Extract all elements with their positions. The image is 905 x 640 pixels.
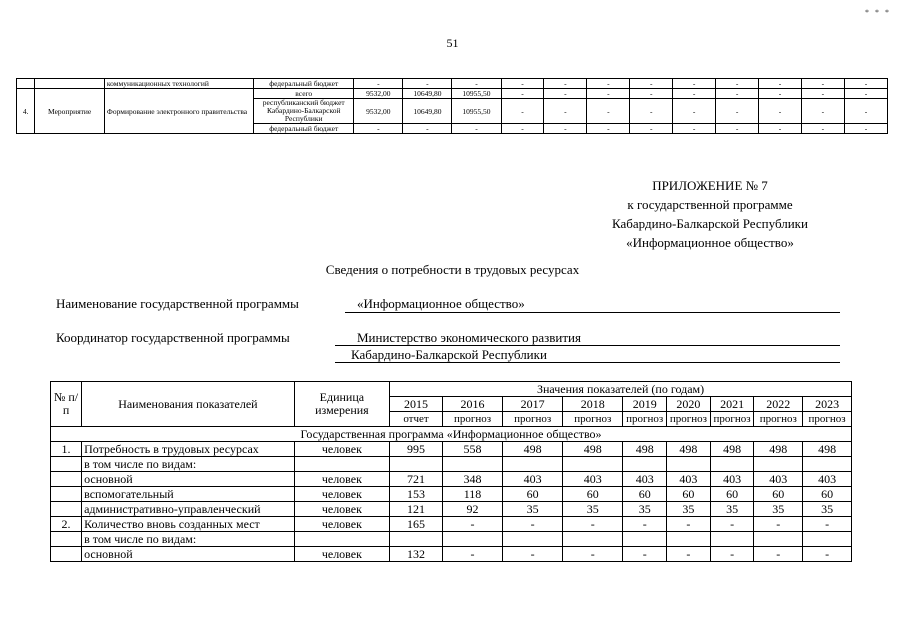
cell-title: коммуникационных технологий (104, 79, 253, 89)
row-unit: человек (294, 487, 389, 502)
row-value: - (503, 547, 563, 562)
cell-value: - (501, 124, 544, 134)
row-number (51, 487, 82, 502)
cell-value: - (501, 99, 544, 124)
row-name: основной (82, 472, 295, 487)
row-value (503, 532, 563, 547)
coordinator-label: Координатор государственной программы (56, 330, 290, 345)
row-number (51, 532, 82, 547)
cell-value: - (630, 124, 673, 134)
row-value: 498 (623, 442, 667, 457)
row-value (754, 457, 803, 472)
row-value (390, 457, 443, 472)
row-value (667, 532, 711, 547)
row-value: 498 (563, 442, 623, 457)
row-value: 35 (623, 502, 667, 517)
row-value: 35 (503, 502, 563, 517)
row-number: 1. (51, 442, 82, 457)
row-value: 35 (710, 502, 754, 517)
table-row (51, 457, 852, 472)
row-name: в том числе по видам: (82, 457, 295, 472)
cell-value: - (587, 89, 630, 99)
row-value (503, 457, 563, 472)
document-title: Сведения о потребности в трудовых ресурсах (325, 262, 580, 277)
cell-value: 10649,80 (403, 89, 452, 99)
year-header: 2021 (710, 397, 754, 412)
row-unit (294, 457, 389, 472)
cell-value: - (587, 124, 630, 134)
row-value: 60 (563, 487, 623, 502)
program-value (345, 296, 840, 313)
table-row (51, 487, 852, 502)
kind-header: прогноз (503, 412, 563, 427)
row-value: 35 (803, 502, 852, 517)
row-unit: человек (294, 472, 389, 487)
kind-header: прогноз (442, 412, 502, 427)
cell-value: - (759, 89, 802, 99)
row-value (710, 457, 754, 472)
row-value (803, 457, 852, 472)
header-name: Наименования показателей (82, 382, 295, 427)
cell-value: 10955,50 (452, 99, 501, 124)
section-row: Государственная программа «Информационное общество» (51, 427, 852, 442)
cell-value: - (673, 124, 716, 134)
table-row (51, 442, 852, 457)
row-value: - (667, 517, 711, 532)
year-header: 2020 (667, 397, 711, 412)
cell-value: - (544, 79, 587, 89)
row-number (51, 502, 82, 517)
cell-value: - (801, 99, 844, 124)
cell-value: - (587, 79, 630, 89)
row-value: - (623, 517, 667, 532)
cell-value: 9532,00 (354, 89, 403, 99)
cell-value: - (716, 99, 759, 124)
row-value (390, 532, 443, 547)
item-name: Формирование электронного правительства (104, 89, 253, 134)
cell-value: - (716, 89, 759, 99)
row-value: 165 (390, 517, 443, 532)
row-value: 721 (390, 472, 443, 487)
row-value (710, 532, 754, 547)
row-name: Потребность в трудовых ресурсах (82, 442, 295, 457)
row-unit: человек (294, 442, 389, 457)
row-value: 995 (390, 442, 443, 457)
corner-marks: * * * (865, 8, 891, 17)
cell-value: - (354, 79, 403, 89)
appendix-line-1: ПРИЛОЖЕНИЕ № 7 (652, 178, 768, 193)
row-value (442, 532, 502, 547)
cell-value: 10649,80 (403, 99, 452, 124)
appendix-line-3: Кабардино-Балкарской Республики (612, 216, 808, 231)
row-value: 498 (803, 442, 852, 457)
cell-value: - (544, 89, 587, 99)
row-name: в том числе по видам: (82, 532, 295, 547)
cell-value: - (759, 124, 802, 134)
row-value: 153 (390, 487, 443, 502)
table-row (51, 517, 852, 532)
row-value: 132 (390, 547, 443, 562)
program-label: Наименование государственной программы (56, 296, 299, 311)
cell-value: - (844, 99, 887, 124)
item-number: 4. (17, 89, 35, 134)
cell-value: - (844, 124, 887, 134)
row-value (442, 457, 502, 472)
kind-header: прогноз (623, 412, 667, 427)
cell-value: - (844, 89, 887, 99)
cell-value: - (403, 79, 452, 89)
row-value (754, 532, 803, 547)
row-unit (294, 532, 389, 547)
cell-value: 9532,00 (354, 99, 403, 124)
row-value: 60 (710, 487, 754, 502)
row-name: основной (82, 547, 295, 562)
cell-value: - (759, 99, 802, 124)
row-value: 558 (442, 442, 502, 457)
cell-value: - (630, 79, 673, 89)
cell-value: - (801, 124, 844, 134)
cell-source: федеральный бюджет (254, 79, 354, 89)
row-value (667, 457, 711, 472)
row-number (51, 547, 82, 562)
cell-value: - (403, 124, 452, 134)
row-value (563, 457, 623, 472)
appendix-header (560, 176, 860, 252)
appendix-line-2: к государственной программе (627, 197, 793, 212)
table-row (51, 532, 852, 547)
cell-value: - (801, 79, 844, 89)
row-unit: человек (294, 517, 389, 532)
row-value: 498 (667, 442, 711, 457)
cell-value: - (544, 99, 587, 124)
row-value: 60 (667, 487, 711, 502)
row-value: 403 (754, 472, 803, 487)
cell-source: всего (254, 89, 354, 99)
row-value: 498 (503, 442, 563, 457)
cell-value: - (501, 89, 544, 99)
row-name: административно-управленческий (82, 502, 295, 517)
row-number (51, 472, 82, 487)
labor-resources-table (50, 381, 852, 562)
row-number: 2. (51, 517, 82, 532)
row-name: вспомогательный (82, 487, 295, 502)
cell-value: - (716, 124, 759, 134)
row-value: 60 (503, 487, 563, 502)
table-row (51, 472, 852, 487)
cell-value: 10955,50 (452, 89, 501, 99)
row-value: 35 (667, 502, 711, 517)
row-value: 121 (390, 502, 443, 517)
row-value: 498 (710, 442, 754, 457)
row-value: 498 (754, 442, 803, 457)
row-value: 60 (754, 487, 803, 502)
coordinator-value-1: Министерство экономического развития (335, 330, 840, 346)
budget-row (17, 79, 888, 89)
program-value-text: «Информационное общество» (357, 296, 525, 311)
row-value: - (803, 517, 852, 532)
row-value: - (667, 547, 711, 562)
cell-value: - (673, 99, 716, 124)
page-number: 51 (446, 36, 459, 50)
header-num: № п/п (51, 382, 82, 427)
table-row (51, 547, 852, 562)
row-value (803, 532, 852, 547)
row-value: 403 (503, 472, 563, 487)
row-value: - (710, 517, 754, 532)
row-value: - (442, 547, 502, 562)
kind-header: прогноз (710, 412, 754, 427)
row-value: 60 (623, 487, 667, 502)
cell-value: - (630, 99, 673, 124)
item-type: Мероприятие (35, 89, 105, 134)
row-value: - (563, 517, 623, 532)
cell-value: - (673, 89, 716, 99)
year-header: 2017 (503, 397, 563, 412)
cell-value: - (801, 89, 844, 99)
cell-value: - (587, 99, 630, 124)
year-header: 2018 (563, 397, 623, 412)
cell-empty (17, 79, 35, 89)
row-value (623, 532, 667, 547)
kind-header: прогноз (563, 412, 623, 427)
row-value: - (442, 517, 502, 532)
row-value: 92 (442, 502, 502, 517)
row-value: - (710, 547, 754, 562)
cell-source: республиканский бюджет Кабардино-Балкарской Республики (254, 99, 354, 124)
row-value: 35 (563, 502, 623, 517)
year-header: 2023 (803, 397, 852, 412)
cell-value: - (544, 124, 587, 134)
row-value: 403 (667, 472, 711, 487)
row-value: 403 (623, 472, 667, 487)
row-value: - (754, 517, 803, 532)
header-unit: Единица измерения (294, 382, 389, 427)
year-header: 2022 (754, 397, 803, 412)
year-header: 2019 (623, 397, 667, 412)
cell-value: - (673, 79, 716, 89)
kind-header: прогноз (667, 412, 711, 427)
kind-header: прогноз (803, 412, 852, 427)
budget-row (17, 89, 888, 99)
appendix-line-4: «Информационное общество» (626, 235, 794, 250)
row-value: 118 (442, 487, 502, 502)
row-value: - (623, 547, 667, 562)
year-header: 2016 (442, 397, 502, 412)
year-header: 2015 (390, 397, 443, 412)
row-value: - (803, 547, 852, 562)
row-value: 403 (563, 472, 623, 487)
cell-empty (35, 79, 105, 89)
row-value (623, 457, 667, 472)
row-unit: человек (294, 547, 389, 562)
kind-header: отчет (390, 412, 443, 427)
header-values: Значения показателей (по годам) (390, 382, 852, 397)
cell-source: федеральный бюджет (254, 124, 354, 134)
table-row (51, 502, 852, 517)
cell-value: - (501, 79, 544, 89)
row-value: 403 (710, 472, 754, 487)
cell-value: - (844, 79, 887, 89)
row-value: 60 (803, 487, 852, 502)
budget-table (16, 78, 888, 134)
cell-value: - (452, 79, 501, 89)
kind-header: прогноз (754, 412, 803, 427)
row-unit: человек (294, 502, 389, 517)
row-number (51, 457, 82, 472)
coordinator-value-2: Кабардино-Балкарской Республики (335, 347, 840, 363)
cell-value: - (716, 79, 759, 89)
row-value: - (754, 547, 803, 562)
row-name: Количество вновь созданных мест (82, 517, 295, 532)
row-value: 348 (442, 472, 502, 487)
row-value: - (563, 547, 623, 562)
cell-value: - (630, 89, 673, 99)
cell-value: - (759, 79, 802, 89)
row-value: 403 (803, 472, 852, 487)
row-value: 35 (754, 502, 803, 517)
row-value: - (503, 517, 563, 532)
cell-value: - (354, 124, 403, 134)
row-value (563, 532, 623, 547)
cell-value: - (452, 124, 501, 134)
